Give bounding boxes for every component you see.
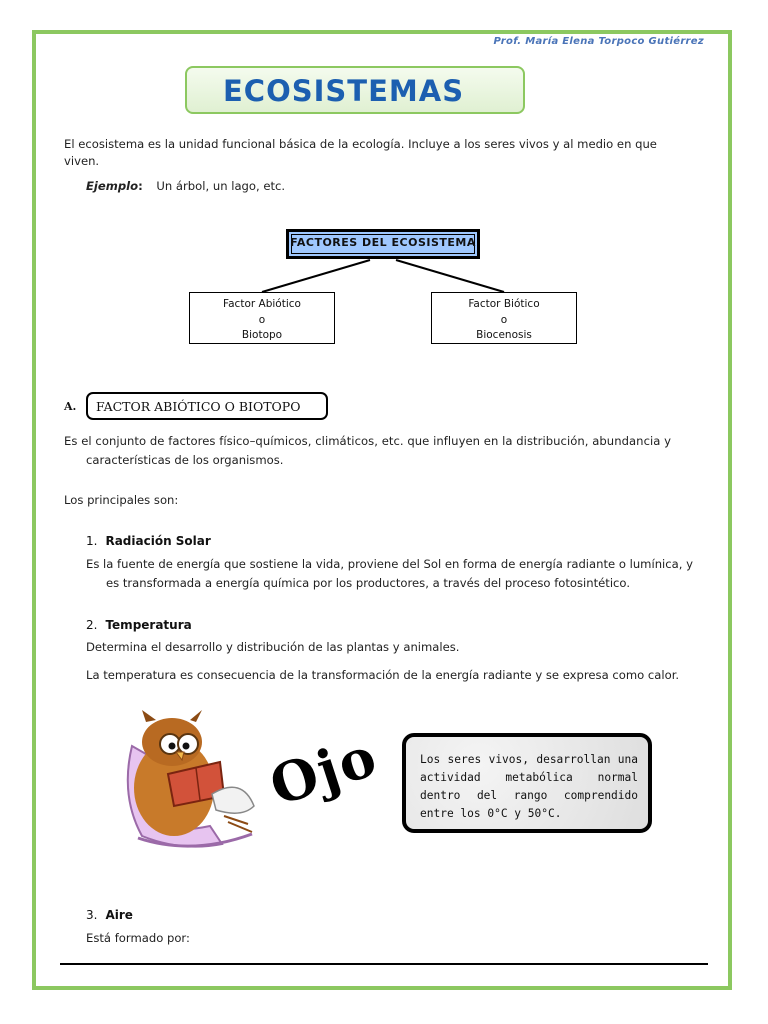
example-colon: :: [138, 179, 143, 193]
item-1-line-1: Es la fuente de energía que sostiene la vida, proviene del Sol en forma de energía radiante o lumínica, y: [86, 557, 693, 571]
section-a-para-2: características de los organismos.: [86, 453, 284, 467]
factor-abiotic-box: [189, 292, 335, 344]
note-text: Los seres vivos, desarrollan una actividad metabólica normal dentro del rango comprendido entre los 0°C y 50°C.: [420, 753, 638, 820]
intro-line-1: El ecosistema es la unidad funcional básica de la ecología. Incluye a los seres vivos y al medio en que: [64, 137, 657, 151]
section-a-letter: A.: [64, 400, 77, 413]
connector-right: [396, 260, 504, 292]
page-title: ECOSISTEMAS: [223, 74, 465, 108]
item-2-line-2: La temperatura es consecuencia de la transformación de la energía radiante y se expresa como calor.: [86, 668, 680, 682]
item-3-number: 3.: [86, 908, 98, 922]
item-2-title: Temperatura: [105, 618, 192, 632]
factor-biotic-line-1: Factor Biótico: [468, 298, 540, 310]
connector-left: [262, 260, 370, 292]
diagram-header: [286, 229, 480, 259]
item-2-line-1: Determina el desarrollo y distribución de las plantas y animales.: [86, 640, 460, 654]
section-a-title: FACTOR ABIÓTICO O BIOTOPO: [96, 399, 301, 414]
diagram-connectors: [0, 0, 768, 400]
factor-abiotic-line-3: Biotopo: [241, 329, 283, 341]
item-3-line-1: Está formado por:: [86, 931, 190, 945]
item-1-line-2: es transformada a energía química por los productores, a través del proceso fotosintético.: [106, 576, 631, 590]
principal-intro: Los principales son:: [64, 493, 179, 507]
section-a-para-1: Es el conjunto de factores físico–químicos, climáticos, etc. que influyen en la distribución, abundancia y: [64, 434, 672, 448]
item-1-title: Radiación Solar: [105, 534, 211, 548]
item-2-heading: [86, 618, 192, 632]
note-box: [402, 733, 652, 833]
factor-biotic-line-3: Biocenosis: [476, 329, 532, 341]
item-1-heading: [86, 534, 211, 548]
item-2-number: 2.: [86, 618, 98, 632]
example-text: Un árbol, un lago, etc.: [156, 179, 286, 193]
factor-biotic-box: [431, 292, 577, 344]
owl-reading-illustration: [112, 706, 272, 854]
factor-biotic-line-2: o: [500, 313, 508, 326]
intro-line-2: viven.: [64, 154, 100, 168]
example-label: Ejemplo: [86, 179, 139, 193]
footer-rule: [60, 963, 708, 965]
item-3-heading: [86, 908, 133, 922]
ojo-callout-word: Ojo: [262, 723, 386, 818]
item-1-number: 1.: [86, 534, 98, 548]
factor-abiotic-line-1: Factor Abiótico: [223, 298, 301, 310]
diagram-header-text: FACTORES DEL ECOSISTEMA: [290, 236, 476, 249]
author-credit: Prof. María Elena Torpoco Gutiérrez: [493, 36, 704, 47]
section-a-title-box: [86, 392, 328, 420]
factor-abiotic-line-2: o: [258, 313, 266, 326]
item-3-title: Aire: [105, 908, 133, 922]
